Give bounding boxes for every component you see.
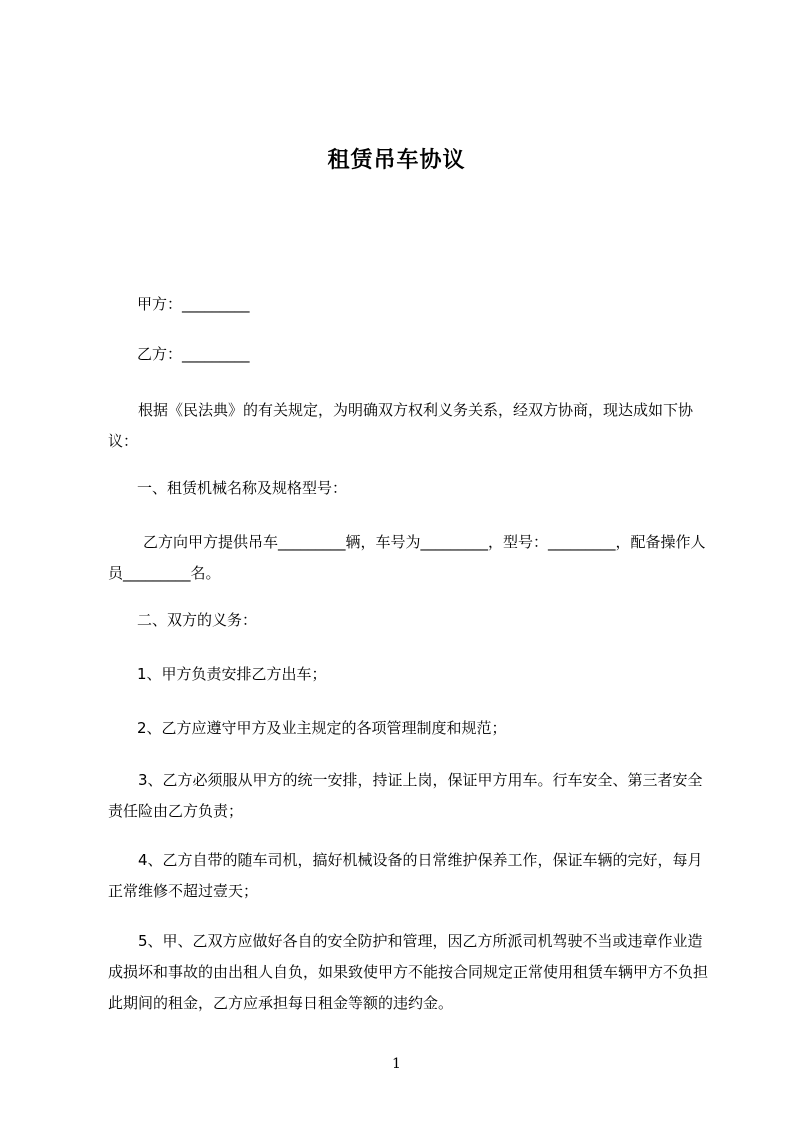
preamble-paragraph: 根据《民法典》的有关规定，为明确双方权利义务关系，经双方协商，现达成如下协议：	[108, 401, 694, 450]
section2-heading: 二、双方的义务：	[137, 611, 258, 629]
list-item: 4、乙方自带的随车司机，搞好机械设备的日常维护保养工作，保证车辆的完好，每月正常维修不超过壹天；	[108, 851, 703, 900]
section1-paragraph: 乙方向甲方提供吊车_________辆，车号为_________，型号：_________，配备操作人员_________名。	[108, 533, 706, 582]
party-a-line: 甲方：_________	[137, 295, 250, 313]
party-b-line: 乙方：_________	[137, 345, 250, 363]
section1-heading: 一、租赁机械名称及规格型号：	[137, 479, 348, 497]
page-number: 1	[392, 1056, 401, 1072]
list-item: 2、乙方应遵守甲方及业主规定的各项管理制度和规范；	[137, 719, 507, 737]
list-item: 1、甲方负责安排乙方出车；	[137, 665, 327, 683]
list-item: 3、乙方必须服从甲方的统一安排，持证上岗，保证甲方用车。行车安全、第三者安全责任险由乙方负责；	[108, 771, 703, 820]
list-item: 5、甲、乙双方应做好各自的安全防护和管理，因乙方所派司机驾驶不当或违章作业造成损坏和事故的由出租人自负，如果致使甲方不能按合同规定正常使用租赁车辆甲方不负担此期间的租金，乙方应承担每日租金等额的违约金。	[108, 932, 709, 1012]
document-title: 租赁吊车协议	[327, 148, 466, 173]
